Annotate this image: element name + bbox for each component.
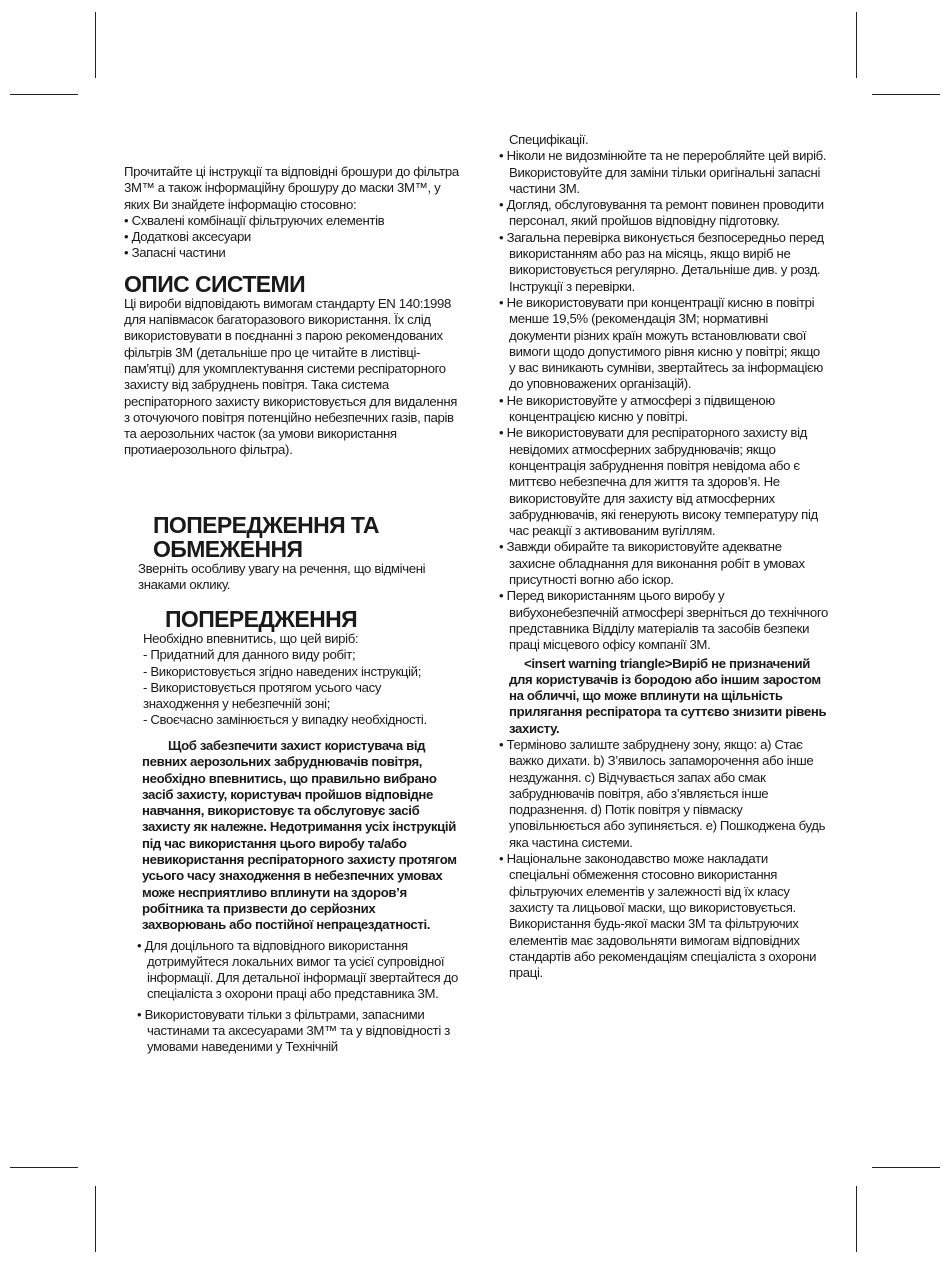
crop-mark xyxy=(856,12,857,78)
crop-mark xyxy=(10,1167,78,1168)
warning-bullet: • Терміново залиште забруднену зону, якщо: a) Стає важко дихати. b) З’явилось запаморочення або інше нездужання. c) Відчувається запах або смак забруднювачів повітря, або з’являється інше подразнення. d) Потік повітря у півмаску уповільнюється або зупиняється. e) Пошкоджена будь яка частина системи. xyxy=(499,736,826,850)
warning-bullet: • Національне законодавство може накладати спеціальні обмеження стосовно використання фільтруючих елементів у залежності від їх класу захисту та лицьової маски, що використовується. Використання будь-якої маски 3M та фільтруючих елементів має задовольняти вимогам відповідних стандартів або рекомендаціям спеціаліста з охорони праці. xyxy=(499,851,817,981)
warn-limits-text: Зверніть особливу увагу на речення, що відмічені знаками оклику. xyxy=(138,561,426,593)
intro-text: Прочитайте ці інструкції та відповідні брошури до фільтра 3M™ а також інформаційну брошуру до маски 3M™, у яких Ви знайдете інформацію стосовно: xyxy=(124,164,459,212)
crop-mark xyxy=(856,1186,857,1252)
warning-bullet: • Завжди обирайте та використовуйте адекватне захисне обладнання для виконання робіт в умовах присутності вогню або іскор. xyxy=(499,539,805,588)
warning-bullet: • Використовувати тільки з фільтрами, запасними частинами та аксесуарами 3M™ та у відповідності з умовами наведеними у Технічній xyxy=(137,1006,450,1055)
right-column xyxy=(499,132,829,981)
warn-limits-section xyxy=(138,513,460,594)
warnings-heading: ПОПЕРЕДЖЕННЯ xyxy=(165,606,358,632)
left-column xyxy=(124,164,460,459)
warnings-line: Необхідно впевнитись, що цей виріб: xyxy=(143,631,359,646)
crop-mark xyxy=(95,12,96,78)
system-heading: ОПИС СИСТЕМИ xyxy=(124,270,306,297)
warnings-line: - Використовується протягом усього часу знаходження у небезпечній зоні; xyxy=(143,679,382,712)
beard-warning-paragraph: <insert warning triangle>Виріб не призначений для користувачів із бородою або іншим заростом на обличчі, що може вплинути на щільність прилягання респіратора та суттєво знизити рівень захисту. xyxy=(509,655,827,736)
warning-bullet: • Ніколи не видозмінюйте та не переробляйте цей виріб. Використовуйте для заміни тільки оригінальні запасні частини 3M. xyxy=(499,148,827,196)
warning-bullet: • Догляд, обслуговування та ремонт повинен проводити персонал, який пройшов відповідну підготовку. xyxy=(499,197,824,229)
system-text: Ці вироби відповідають вимогам стандарту EN 140:1998 для напівмасок багаторазового використання. Їх слід використовувати в поєднанні з парою рекомендованих фільтрів 3M (детальніше про це читайте в листівці-пам'ятці) для укомплектування системи респіраторного захисту від забруднень повітря. Така система респіраторного захисту використовується для видалення з оточуючого повітря потенційно небезпечних газів, парів та аерозольних часток (за умови використання протиаерозольного фільтра). xyxy=(124,295,458,458)
warnings-line: - Використовується згідно наведених інструкцій; xyxy=(143,663,422,679)
warning-bullet: • Не використовувати при концентрації кисню в повітрі менше 19,5% (рекомендація 3M; нормативні документи різних країн можуть встановлювати свої вимоги щодо допустимого рівня кисню у повітрі; якщо у вас виникають сумніви, звертайтесь за інформацією до уповноважених організацій). xyxy=(499,294,823,392)
crop-mark xyxy=(10,94,78,95)
crop-mark xyxy=(95,1186,96,1252)
intro-bullet: • Додаткові аксесуари xyxy=(124,229,251,245)
intro-bullet: • Схвалені комбінації фільтруючих елементів xyxy=(124,212,385,228)
warnings-bold-section xyxy=(137,738,460,1056)
warning-bullet: • Для доцільного та відповідного використання дотримуйтеся локальних вимог та усієї супровідної інформації. Для детальної інформації звертайтеся до спеціаліста з охорони праці або представника 3M. xyxy=(137,937,458,1002)
intro-bullet: • Запасні частини xyxy=(124,245,226,261)
crop-mark xyxy=(872,94,940,95)
warn-limits-heading: ПОПЕРЕДЖЕННЯ ТА ОБМЕЖЕННЯ xyxy=(153,512,379,562)
warnings-section xyxy=(143,607,460,729)
warnings-line: - Придатний для данного виду робіт; xyxy=(143,647,356,663)
warnings-line: - Своєчасно замінюється у випадку необхідності. xyxy=(143,712,427,728)
warning-bullet: • Не використовувати для респіраторного захисту від невідомих атмосферних забруднювачів; якщо концентрація забруднення повітря невідома або є миттєво небезпечна для життя та здоров’я. Не використовуйте для захисту від атмосферних забруднювачів, які генерують високу температуру під час реакції з активованим вугіллям. xyxy=(499,425,818,539)
warning-bold-paragraph: Щоб забезпечити захист користувача від певних аерозольних забруднювачів повітря, необхідно впевнитись, що правильно вибрано засіб захисту, користувач пройшов відповідне навчання, використовує та обслуговує засіб захисту як належне. Недотримання усіх інструкцій під час використання цього виробу та/або невикористання респіраторного захисту протягом усього часу знаходження в небезпечних умовах може несприятливо вплинути на здоров’я робітника та призвести до серйозних захворювань або постійної непрацездатності. xyxy=(142,738,457,933)
warning-bullet: • Перед використанням цього виробу у вибухонебезпечній атмосфері зверніться до технічного представника Відділу матеріалів та засобів безпеки праці місцевого офісу компанії 3M. xyxy=(499,588,828,653)
continuation-text: Специфікації. xyxy=(509,132,589,147)
warning-bullet: • Не використовуйте у атмосфері з підвищеною концентрацією кисню у повітрі. xyxy=(499,392,775,425)
crop-mark xyxy=(872,1167,940,1168)
warning-bullet: • Загальна перевірка виконується безпосередньо перед використанням або раз на місяць, якщо виріб не використовується регулярно. Детальніше див. у розд. Інструкції з перевірки. xyxy=(499,229,824,294)
